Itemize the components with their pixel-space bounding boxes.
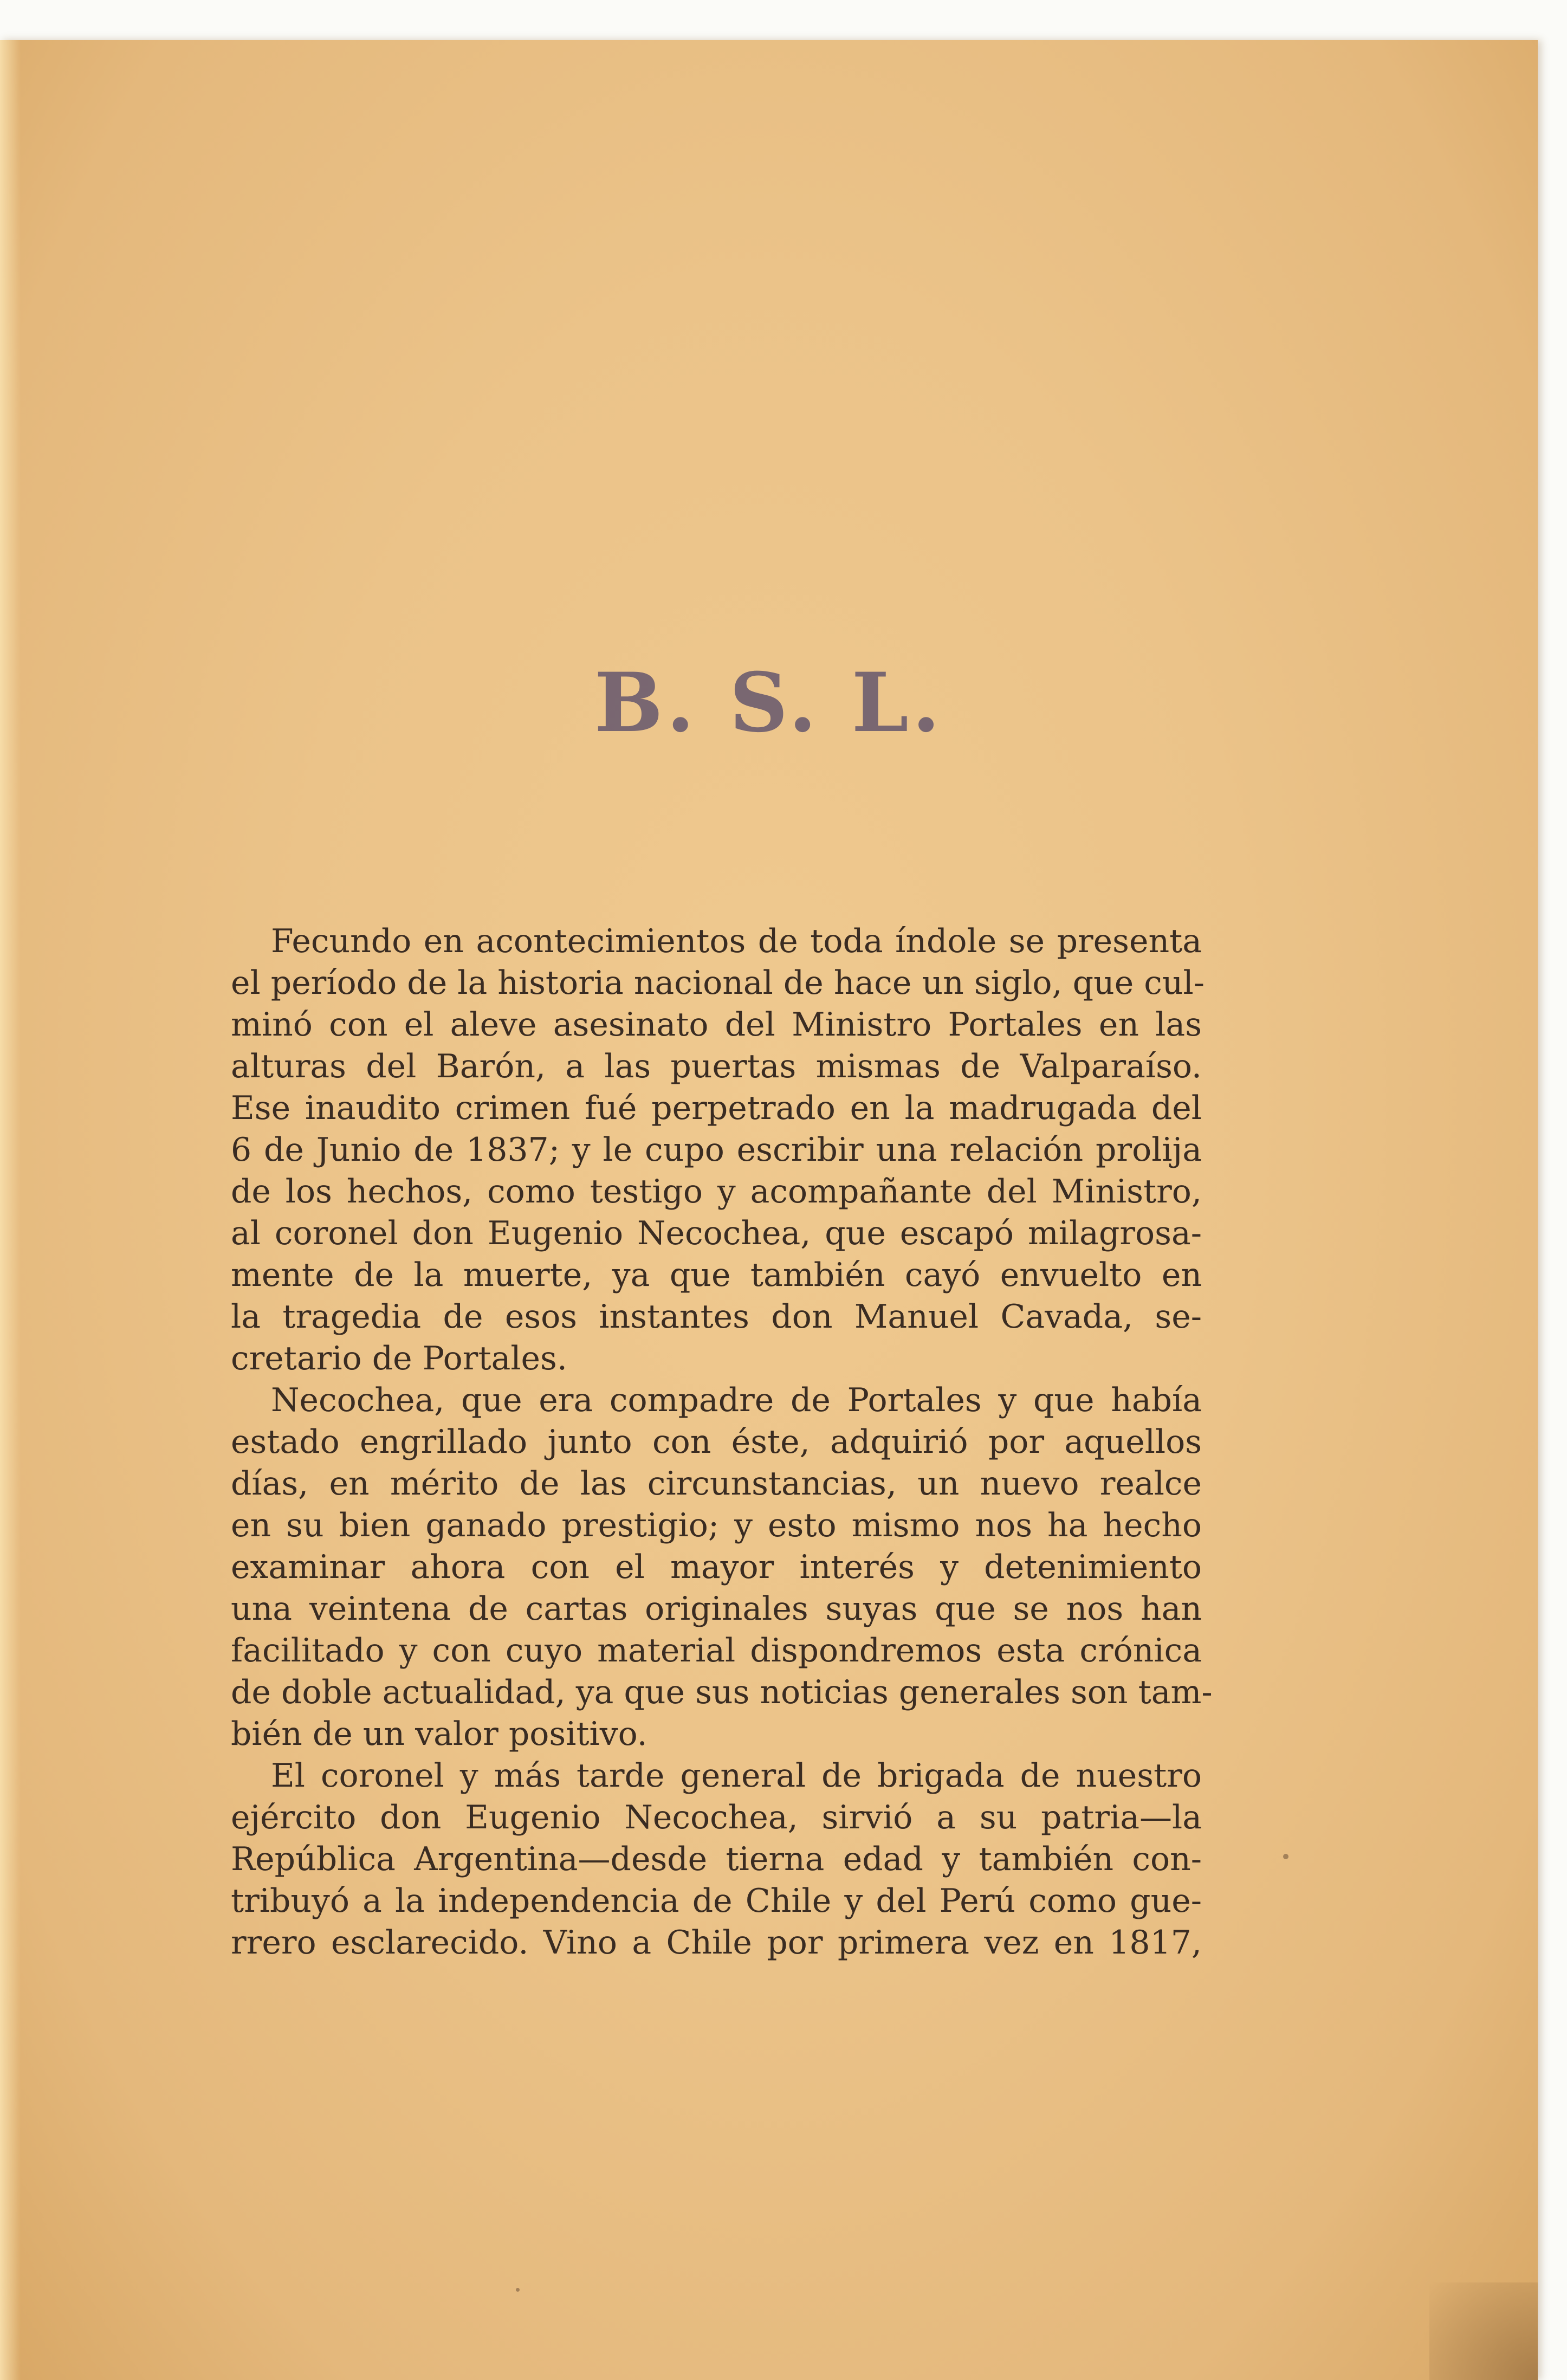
text-line: minó con el aleve asesinato del Ministro Portales en las	[231, 1006, 1202, 1044]
text-line: República Argentina—desde tierna edad y también con-	[231, 1840, 1202, 1878]
text-line: cretario de Portales.	[231, 1340, 567, 1377]
text-line: el período de la historia nacional de hace un siglo, que cul-	[231, 964, 1205, 1002]
text-line: estado engrillado junto con éste, adquirió por aquellos	[231, 1423, 1202, 1461]
text-line: alturas del Barón, a las puertas mismas de Valparaíso.	[231, 1047, 1202, 1085]
text-line: de los hechos, como testigo y acompañante del Ministro,	[231, 1173, 1202, 1211]
text-line: mente de la muerte, ya que también cayó envuelto en	[231, 1256, 1202, 1294]
text-line: ejército don Eugenio Necochea, sirvió a su patria—la	[231, 1799, 1202, 1836]
text-line: tribuyó a la independencia de Chile y del Perú como gue-	[231, 1882, 1202, 1920]
text-line: Necochea, que era compadre de Portales y que había	[271, 1381, 1202, 1419]
text-line: examinar ahora con el mayor interés y detenimiento	[231, 1548, 1202, 1586]
paper-speck	[516, 2288, 520, 2292]
text-line: al coronel don Eugenio Necochea, que escapó milagrosa-	[231, 1214, 1202, 1252]
text-line: una veintena de cartas originales suyas que se nos han	[231, 1590, 1202, 1628]
text-line: de doble actualidad, ya que sus noticias generales son tam-	[231, 1673, 1213, 1711]
body-text	[231, 921, 1213, 1964]
text-line: rrero esclarecido. Vino a Chile por primera vez en 1817,	[231, 1924, 1202, 1962]
text-line: la tragedia de esos instantes don Manuel Cavada, se-	[231, 1298, 1202, 1336]
text-line: Fecundo en acontecimientos de toda índole se presenta	[271, 922, 1202, 960]
text-line: El coronel y más tarde general de brigada de nuestro	[271, 1757, 1202, 1795]
book-page	[0, 40, 1538, 2380]
library-stamp: B. S. L.	[594, 655, 944, 751]
text-line: bién de un valor positivo.	[231, 1715, 647, 1753]
text-line: en su bien ganado prestigio; y esto mismo nos ha hecho	[231, 1506, 1202, 1544]
paper-speck	[1283, 1854, 1288, 1859]
text-line: Ese inaudito crimen fué perpetrado en la madrugada del	[231, 1089, 1202, 1127]
text-line: días, en mérito de las circunstancias, un nuevo realce	[231, 1465, 1202, 1503]
text-line: 6 de Junio de 1837; y le cupo escribir una relación prolija	[231, 1131, 1202, 1169]
text-line: facilitado y con cuyo material dispondremos esta crónica	[231, 1632, 1202, 1670]
